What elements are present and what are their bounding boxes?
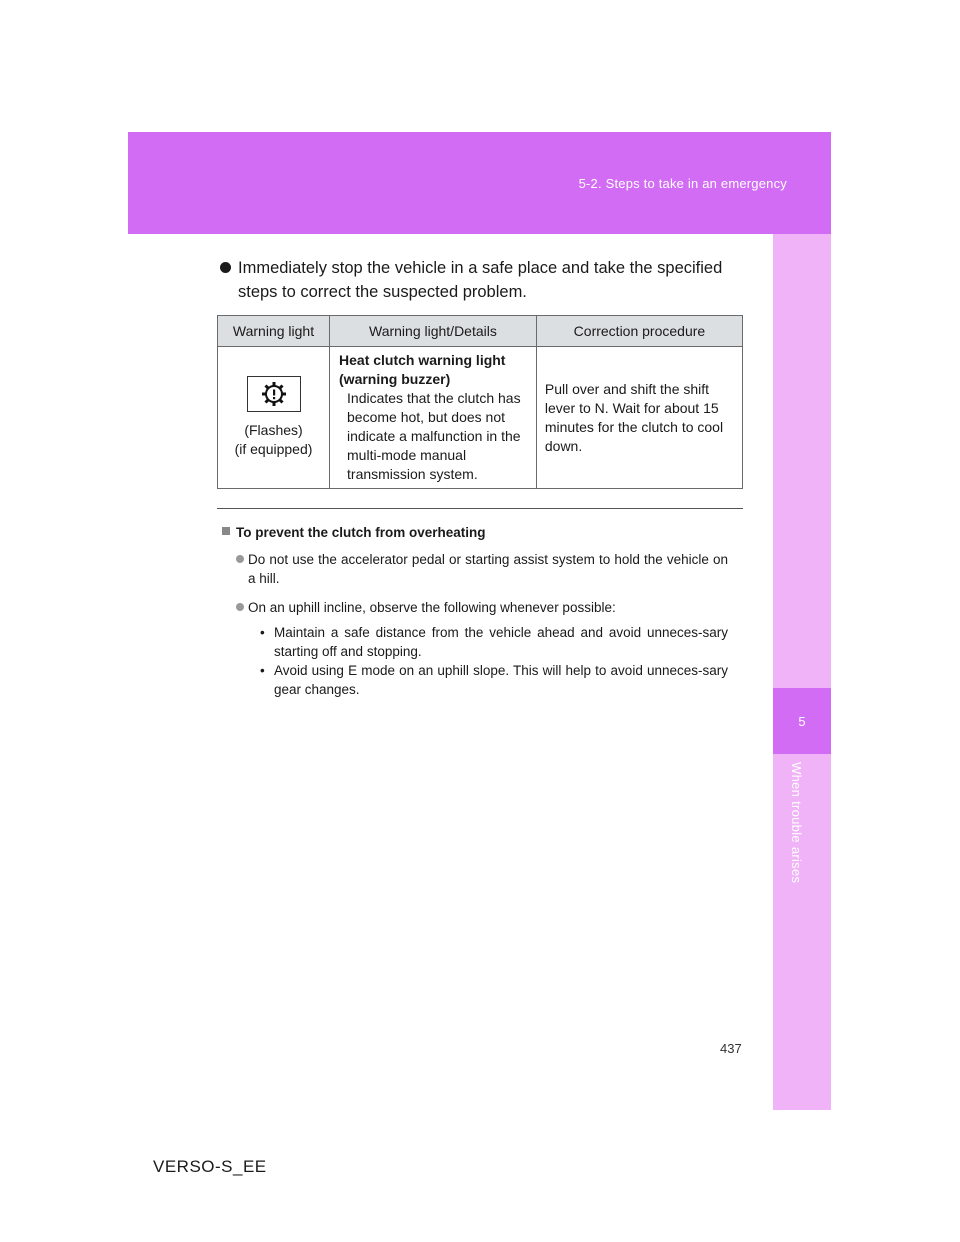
equipped-note: (if equipped) [234, 441, 313, 457]
section-title: 5-2. Steps to take in an emergency [578, 176, 787, 191]
sub-list-item [222, 661, 728, 699]
chapter-number: 5 [773, 688, 831, 754]
header-band [128, 132, 831, 234]
column-header-warning-light: Warning light [218, 316, 330, 347]
section-divider [217, 508, 743, 509]
sub-bullet-icon: • [260, 663, 265, 678]
column-header-details: Warning light/Details [330, 316, 537, 347]
bullet-icon [220, 262, 231, 273]
gear-warning-icon [247, 376, 301, 412]
flash-note: (Flashes) [244, 422, 303, 438]
document-code: VERSO-S_EE [153, 1157, 267, 1176]
correction-cell: Pull over and shift the shift lever to N. Wait for about 15 minutes for the clutch to cool down. [536, 347, 742, 489]
sub-note-text: Maintain a safe distance from the vehicle ahead and avoid unneces-sary starting off and stopping. [274, 625, 728, 659]
detail-text: Indicates that the clutch has become hot, but does not indicate a malfunction in the multi-mode manual transmission system. [347, 390, 521, 482]
warning-light-cell [218, 347, 330, 489]
sub-list-item [222, 623, 728, 661]
notes-section [222, 525, 728, 699]
chapter-label: When trouble arises [789, 762, 804, 884]
bullet-icon [236, 603, 244, 611]
bullet-icon [236, 555, 244, 563]
detail-title: Heat clutch warning light (warning buzzer) [339, 352, 506, 387]
list-item [222, 598, 728, 617]
warning-light-table [217, 315, 743, 489]
sub-bullet-icon: • [260, 625, 265, 640]
note-text: On an uphill incline, observe the following whenever possible: [248, 600, 616, 615]
table-header-row [218, 316, 743, 347]
details-cell [330, 347, 537, 489]
square-bullet-icon [222, 527, 230, 535]
intro-paragraph [238, 256, 748, 304]
list-item [222, 550, 728, 588]
note-heading-text: To prevent the clutch from overheating [236, 525, 486, 540]
chapter-side-tab [773, 234, 831, 1110]
table-row [218, 347, 743, 489]
column-header-correction: Correction procedure [536, 316, 742, 347]
note-heading [222, 525, 728, 540]
page-number: 437 [720, 1041, 742, 1056]
sub-note-text: Avoid using E mode on an uphill slope. This will help to avoid unneces-sary gear changes. [274, 663, 728, 697]
intro-text: Immediately stop the vehicle in a safe place and take the specified steps to correct the suspected problem. [238, 259, 723, 301]
note-text: Do not use the accelerator pedal or starting assist system to hold the vehicle on a hill. [248, 552, 728, 586]
